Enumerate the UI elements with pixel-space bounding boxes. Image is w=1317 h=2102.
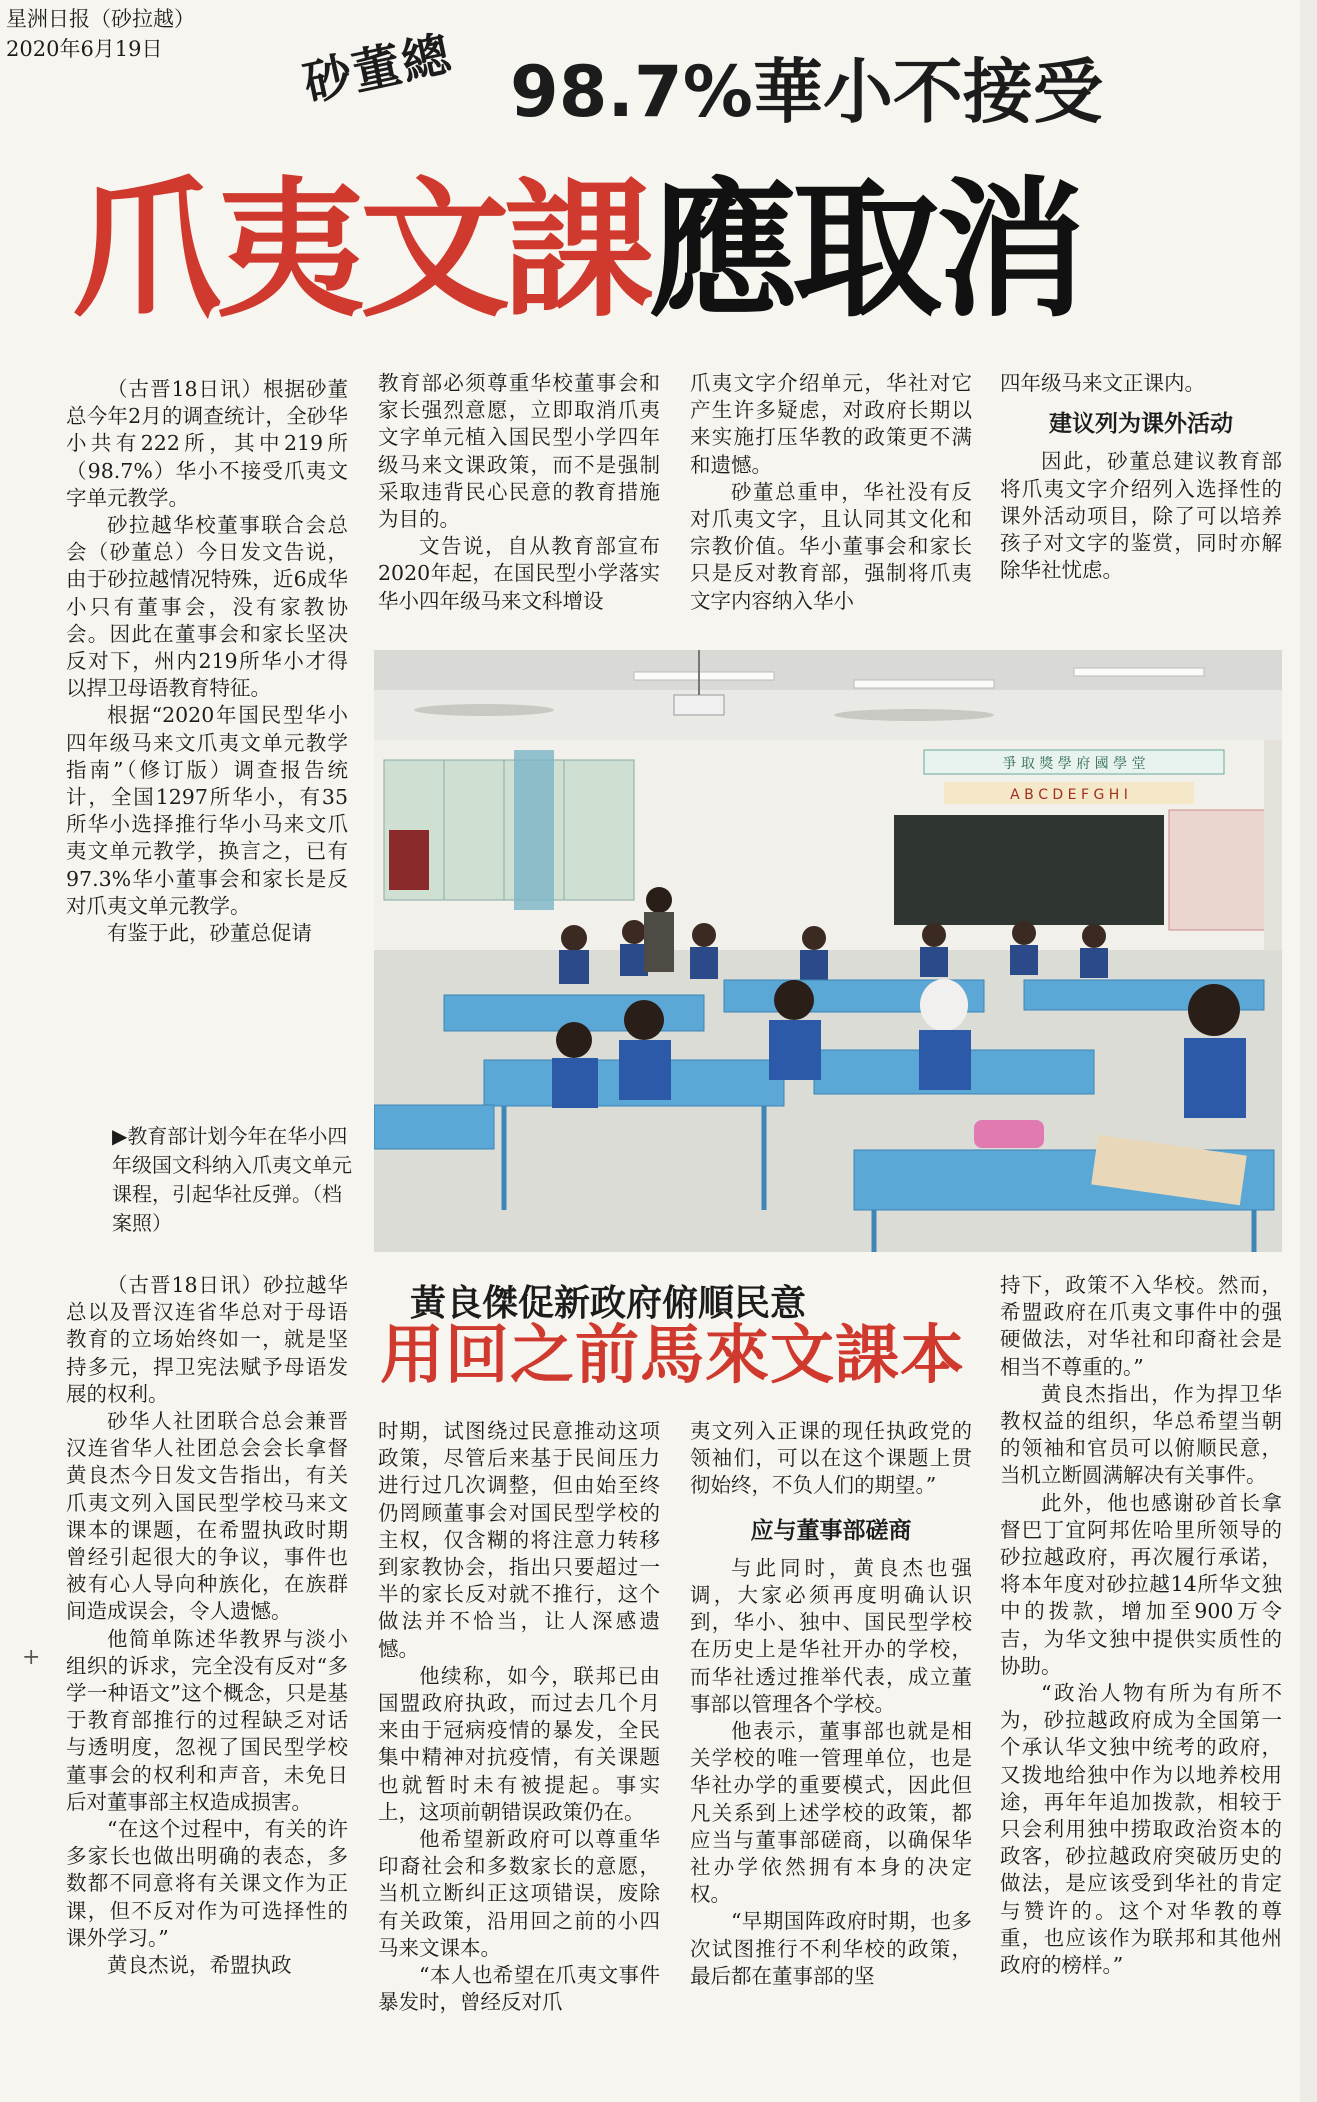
paragraph: 他希望新政府可以尊重华印裔社会和多数家长的意愿，当机立断纠正这项错误，废除有关政策，沿用回之前的小四马来文课本。 — [378, 1827, 660, 1960]
story1-col4 — [1000, 370, 1282, 584]
paragraph: 有鉴于此，砂董总促请 — [107, 921, 312, 946]
photo-banner-text: 爭 取 獎 學 府 國 學 堂 — [1002, 756, 1146, 772]
source-block — [6, 4, 195, 64]
paragraph: “在这个过程中，有关的许多家长也做出明确的表态，多数都不同意将有关课文作为正课，但不反对作为可选择性的课外学习。” — [66, 1817, 348, 1950]
paragraph: 时期，试图绕过民意推动这项政策，尽管后来基于民间压力进行过几次调整，但由始至终仍罔顾董事会对国民型学校的主权，仅含糊的将注意力转移到家教协会，指出只要超过一半的家长反对就不推行，这个做法并不恰当，让人深感遗憾。 — [378, 1419, 660, 1661]
paragraph: 持下，政策不入华校。然而，希盟政府在爪夷文事件中的强硬做法，对华社和印裔社会是相当不尊重的。” — [1000, 1273, 1282, 1379]
story1-col1 — [66, 376, 348, 947]
paragraph: 爪夷文字介绍单元，华社对它产生许多疑虑，对政府长期以来实施打压华教的政策更不满和遗憾。 — [690, 371, 972, 477]
classroom-photo — [374, 650, 1282, 1252]
story2-col2 — [378, 1418, 660, 2016]
subhead-extracurricular: 建议列为课外活动 — [1049, 411, 1233, 438]
photo-board-text: A B C D E F G H I — [1010, 787, 1128, 803]
paper-name: 星洲日报（砂拉越） — [6, 7, 195, 31]
paragraph: 夷文列入正课的现任执政党的领袖们，可以在这个课题上贯彻始终，不负人们的期望。” — [690, 1419, 972, 1498]
paragraph: 与此同时，黄良杰也强调，大家必须再度明确认识到，华小、独中、国民型学校在历史上是华社开办的学校，而华社透过推举代表，成立董事部以管理各个学校。 — [690, 1555, 972, 1716]
story1-col3 — [690, 370, 972, 615]
story2-col1 — [66, 1272, 348, 1979]
main-headline — [72, 166, 1080, 336]
main-headline-black: 應取消 — [648, 164, 1081, 338]
main-headline-red: 爪夷文課 — [72, 164, 649, 338]
paragraph: 黄良杰说，希盟执政 — [107, 1953, 292, 1978]
paragraph: 他表示，董事部也就是相关学校的唯一管理单位，也是华社办学的重要模式，因此但凡关系到上述学校的政策，都应当与董事部磋商，以确保华社办学依然拥有本身的决定权。 — [690, 1719, 972, 1907]
story2-col3 — [690, 1418, 972, 1990]
paragraph: 他简单陈述华教界与淡小组织的诉求，完全没有反对“多学一种语文”这个概念，只是基于教育部推行的过程缺乏对话与透明度，忽视了国民型学校董事会的权利和声音，未免日后对董事部主权造成损害。 — [66, 1626, 348, 1814]
paragraph: （古晋18日讯）根据砂董总今年2月的调查统计，全砂华小共有222所，其中219所（98.7%）华小不接受爪夷文字单元教学。 — [66, 377, 348, 510]
classroom-illustration — [374, 650, 1282, 1252]
paragraph: 因此，砂董总建议教育部将爪夷文字介绍列入选择性的课外活动项目，除了可以培养孩子对文字的鉴赏，同时亦解除华社忧虑。 — [1000, 449, 1282, 583]
paragraph: 文告说，自从教育部宣布2020年起，在国民型小学落实华小四年级马来文科增设 — [378, 534, 660, 613]
publish-date: 2020年6月19日 — [6, 37, 163, 61]
story2-headline: 用回之前馬來文課本 — [380, 1319, 965, 1393]
story1-col2 — [378, 370, 660, 615]
paragraph: 根据“2020年国民型华小四年级马来文爪夷文单元教学指南”（修订版）调查报告统计，全国1297所华小，有35所华小选择推行华小马来文爪夷文单元教学，换言之，已有97.3%华小董事会和家长是反对爪夷文单元教学。 — [66, 703, 348, 918]
paragraph: “早期国阵政府时期，也多次试图推行不利华校的政策，最后都在董事部的坚 — [690, 1909, 972, 1988]
headline-tag: 砂董總 — [298, 25, 458, 112]
paragraph: 四年级马来文正课内。 — [1000, 371, 1205, 395]
paragraph: 教育部必须尊重华校董事会和家长强烈意愿，立即取消爪夷文字单元植入国民型小学四年级马来文课政策，而不是强制采取违背民心民意的教育措施为目的。 — [378, 371, 660, 532]
paragraph: 他续称，如今，联邦已由国盟政府执政，而过去几个月来由于冠病疫情的暴发，全民集中精神对抗疫情，有关课题也就暂时未有被提起。事实上，这项前朝错误政策仍在。 — [378, 1663, 660, 1824]
photo-caption: ▶教育部计划今年在华小四年级国文科纳入爪夷文单元课程，引起华社反弹。（档案照） — [112, 1124, 352, 1235]
subhead-board-consult: 应与董事部磋商 — [750, 1517, 912, 1544]
headline-kicker: 98.7%華小不接受 — [510, 51, 1103, 133]
paragraph: 砂华人社团联合总会兼晋汉连省华人社团总会会长拿督黄良杰今日发文告指出，有关爪夷文列入国民型学校马来文课本的课题，在希盟执政时期曾经引起很大的争议，事件也被有心人导向种族化，在族群间造成误会，令人遗憾。 — [66, 1409, 348, 1624]
paragraph: 此外，他也感谢砂首长拿督巴丁宜阿邦佐哈里所领导的砂拉越政府，再次履行承诺，将本年度对砂拉越14所华文独中的拨款，增加至900万令吉，为华文独中提供实质性的协助。 — [1000, 1490, 1282, 1678]
story2-col4 — [1000, 1272, 1282, 1979]
paragraph: 砂董总重申，华社没有反对爪夷文字，且认同其文化和宗教价值。华小董事会和家长只是反对教育部，强制将爪夷文字内容纳入华小 — [690, 479, 972, 613]
paragraph: 黄良杰指出，作为捍卫华教权益的组织，华总希望当朝的领袖和官员可以俯顺民意，当机立断圆满解决有关事件。 — [1000, 1381, 1282, 1488]
paragraph: 砂拉越华校董事联合会总会（砂董总）今日发文告说，由于砂拉越情况特殊，近6成华小只有董事会，没有家教协会。因此在董事会和家长坚决反对下，州内219所华小才得以捍卫母语教育特征。 — [66, 513, 348, 701]
adjacent-page-strip — [1300, 0, 1317, 2102]
paragraph: “本人也希望在爪夷文事件暴发时，曾经反对爪 — [378, 1963, 660, 2015]
paragraph: （古晋18日讯）砂拉越华总以及晋汉连省华总对于母语教育的立场始终如一，就是坚持多元，捍卫宪法赋予母语发展的权利。 — [66, 1273, 348, 1406]
story2-kicker: 黃良傑促新政府俯順民意 — [410, 1283, 807, 1324]
crop-mark: + — [22, 1645, 41, 1670]
paragraph: “政治人物有所为有所不为，砂拉越政府成为全国第一个承认华文独中统考的政府，又拨地给独中作为以地养校用途，再年年追加拨款，相较于只会利用独中捞取政治资本的政客，砂拉越政府突破历史的做法，是应该受到华社的肯定与赞许的。这个对华教的尊重，也应该作为联邦和其他州政府的榜样。” — [1000, 1681, 1282, 1978]
